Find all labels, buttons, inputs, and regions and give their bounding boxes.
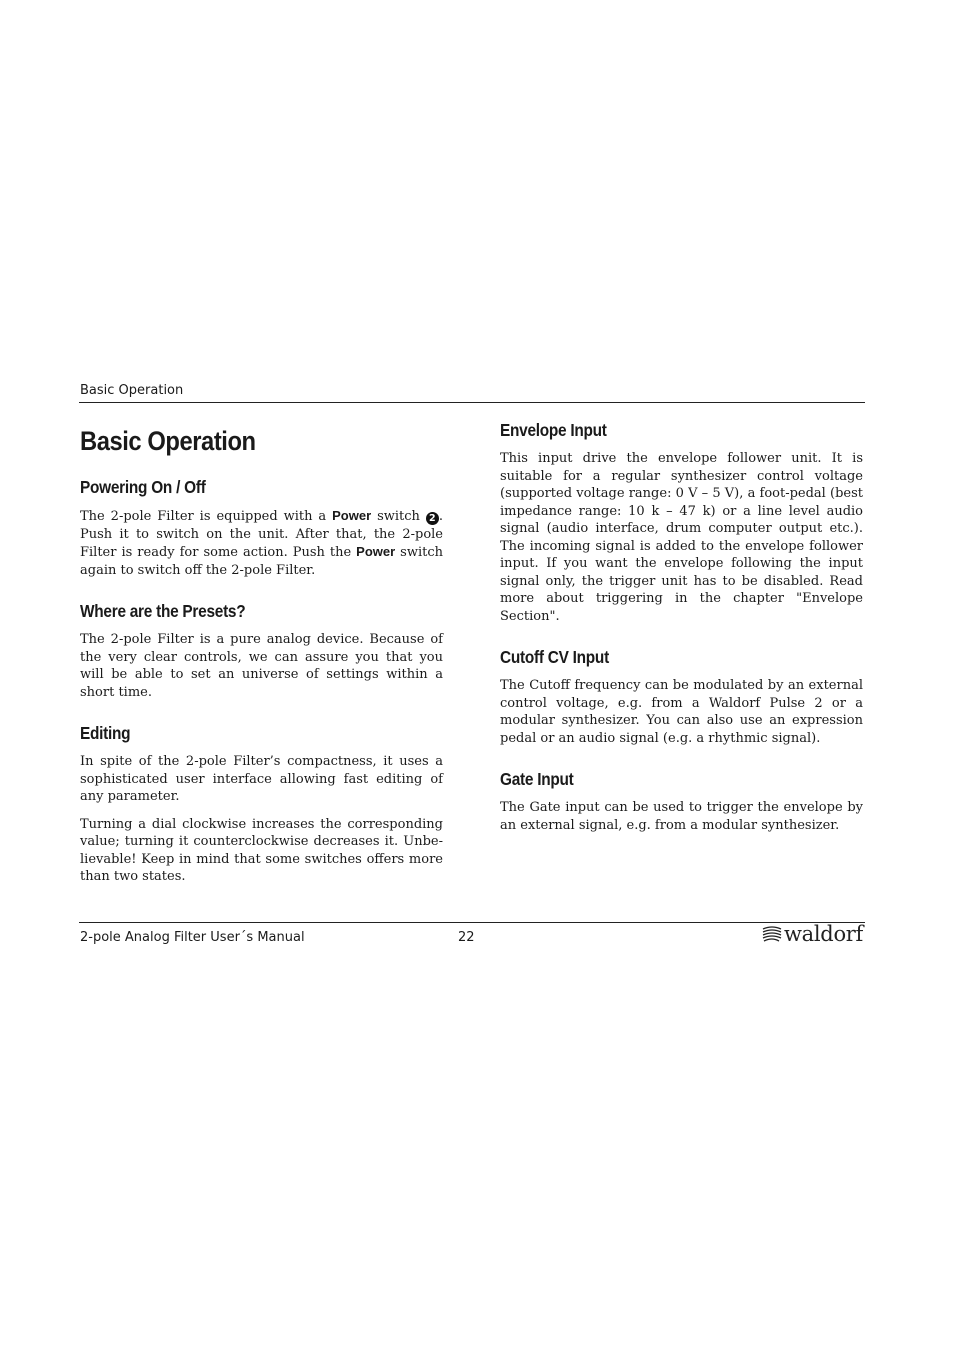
paragraph-envelope: This input drive the envelope follower unit. It is suitable for a regular synthesizer control voltage (supported voltage range: 0 V – 5 V), a foot-pedal (best impedance range: 10 k – 47 k) or a line level audio signal (audio interface, drum computer output etc.). The incoming signal is added to the envelope follower input. If you want the envelope following the input signal only, the trigger unit has to be disabled. Read more about triggering in the chapter "Envelope Section". (500, 451, 863, 624)
paragraph-editing-1: In spite of the 2-pole Filter’s compactness, it uses a sophisticated user interface allowing fast editing of any parameter. (80, 754, 443, 804)
section-heading-presets: Where are the Presets? (80, 601, 246, 621)
paragraph-editing-2: Turning a dial clockwise increases the corresponding value; turning it counterclockwise decreases it. Unbelievable! Keep in mind that some switches offers more than two states. (80, 816, 443, 884)
logo-wordmark: waldorf (784, 922, 864, 946)
text-run: . Push it to switch on the unit. After that, the 2-pole Filter is ready for some action. Push the (80, 509, 443, 560)
paragraph-gate: The Gate input can be used to trigger the envelope by an external signal, e.g. from a modular synthesizer. (500, 800, 863, 833)
paragraph-presets: The 2-pole Filter is a pure analog device. Because of the very clear controls, we can assure you that you will be able to set an universe of settings within a short time. (80, 632, 443, 700)
text-run: switch (371, 509, 426, 524)
running-header: Basic Operation (80, 383, 184, 398)
section-cutoff-cv-input (500, 647, 863, 747)
paragraph-powering (80, 507, 443, 579)
header-rule (79, 402, 865, 403)
callout-number-badge: 2 (426, 512, 439, 525)
page-title: Basic Operation (80, 426, 256, 456)
power-keyword: Power (332, 508, 372, 523)
text-run: switch again to switch off the 2-pole Filter. (80, 545, 444, 578)
section-presets (80, 601, 443, 701)
section-heading-cutoff: Cutoff CV Input (500, 647, 609, 667)
section-heading-powering: Powering On / Off (80, 477, 206, 497)
left-column (80, 420, 443, 908)
footer-rule (79, 922, 865, 923)
section-powering (80, 477, 443, 579)
section-heading-editing: Editing (80, 723, 131, 743)
paragraph-cutoff: The Cutoff frequency can be modulated by an external control voltage, e.g. from a Waldorf Pulse 2 or a modular synthesizer. You can also use an expression pedal or an audio signal (e.g. a rhythmic signal). (500, 678, 863, 746)
waldorf-logo (761, 922, 865, 946)
section-heading-envelope: Envelope Input (500, 420, 607, 440)
power-keyword: Power (356, 544, 396, 559)
section-heading-gate: Gate Input (500, 769, 574, 789)
section-editing (80, 723, 443, 886)
section-gate-input (500, 769, 863, 834)
text-run: The 2-pole Filter is equipped with a (80, 509, 333, 524)
page-number: 22 (458, 930, 475, 945)
section-envelope-input (500, 420, 863, 625)
waldorf-wave-icon (761, 924, 783, 944)
footer-manual-title: 2-pole Analog Filter User´s Manual (80, 930, 305, 945)
right-column (500, 420, 863, 856)
